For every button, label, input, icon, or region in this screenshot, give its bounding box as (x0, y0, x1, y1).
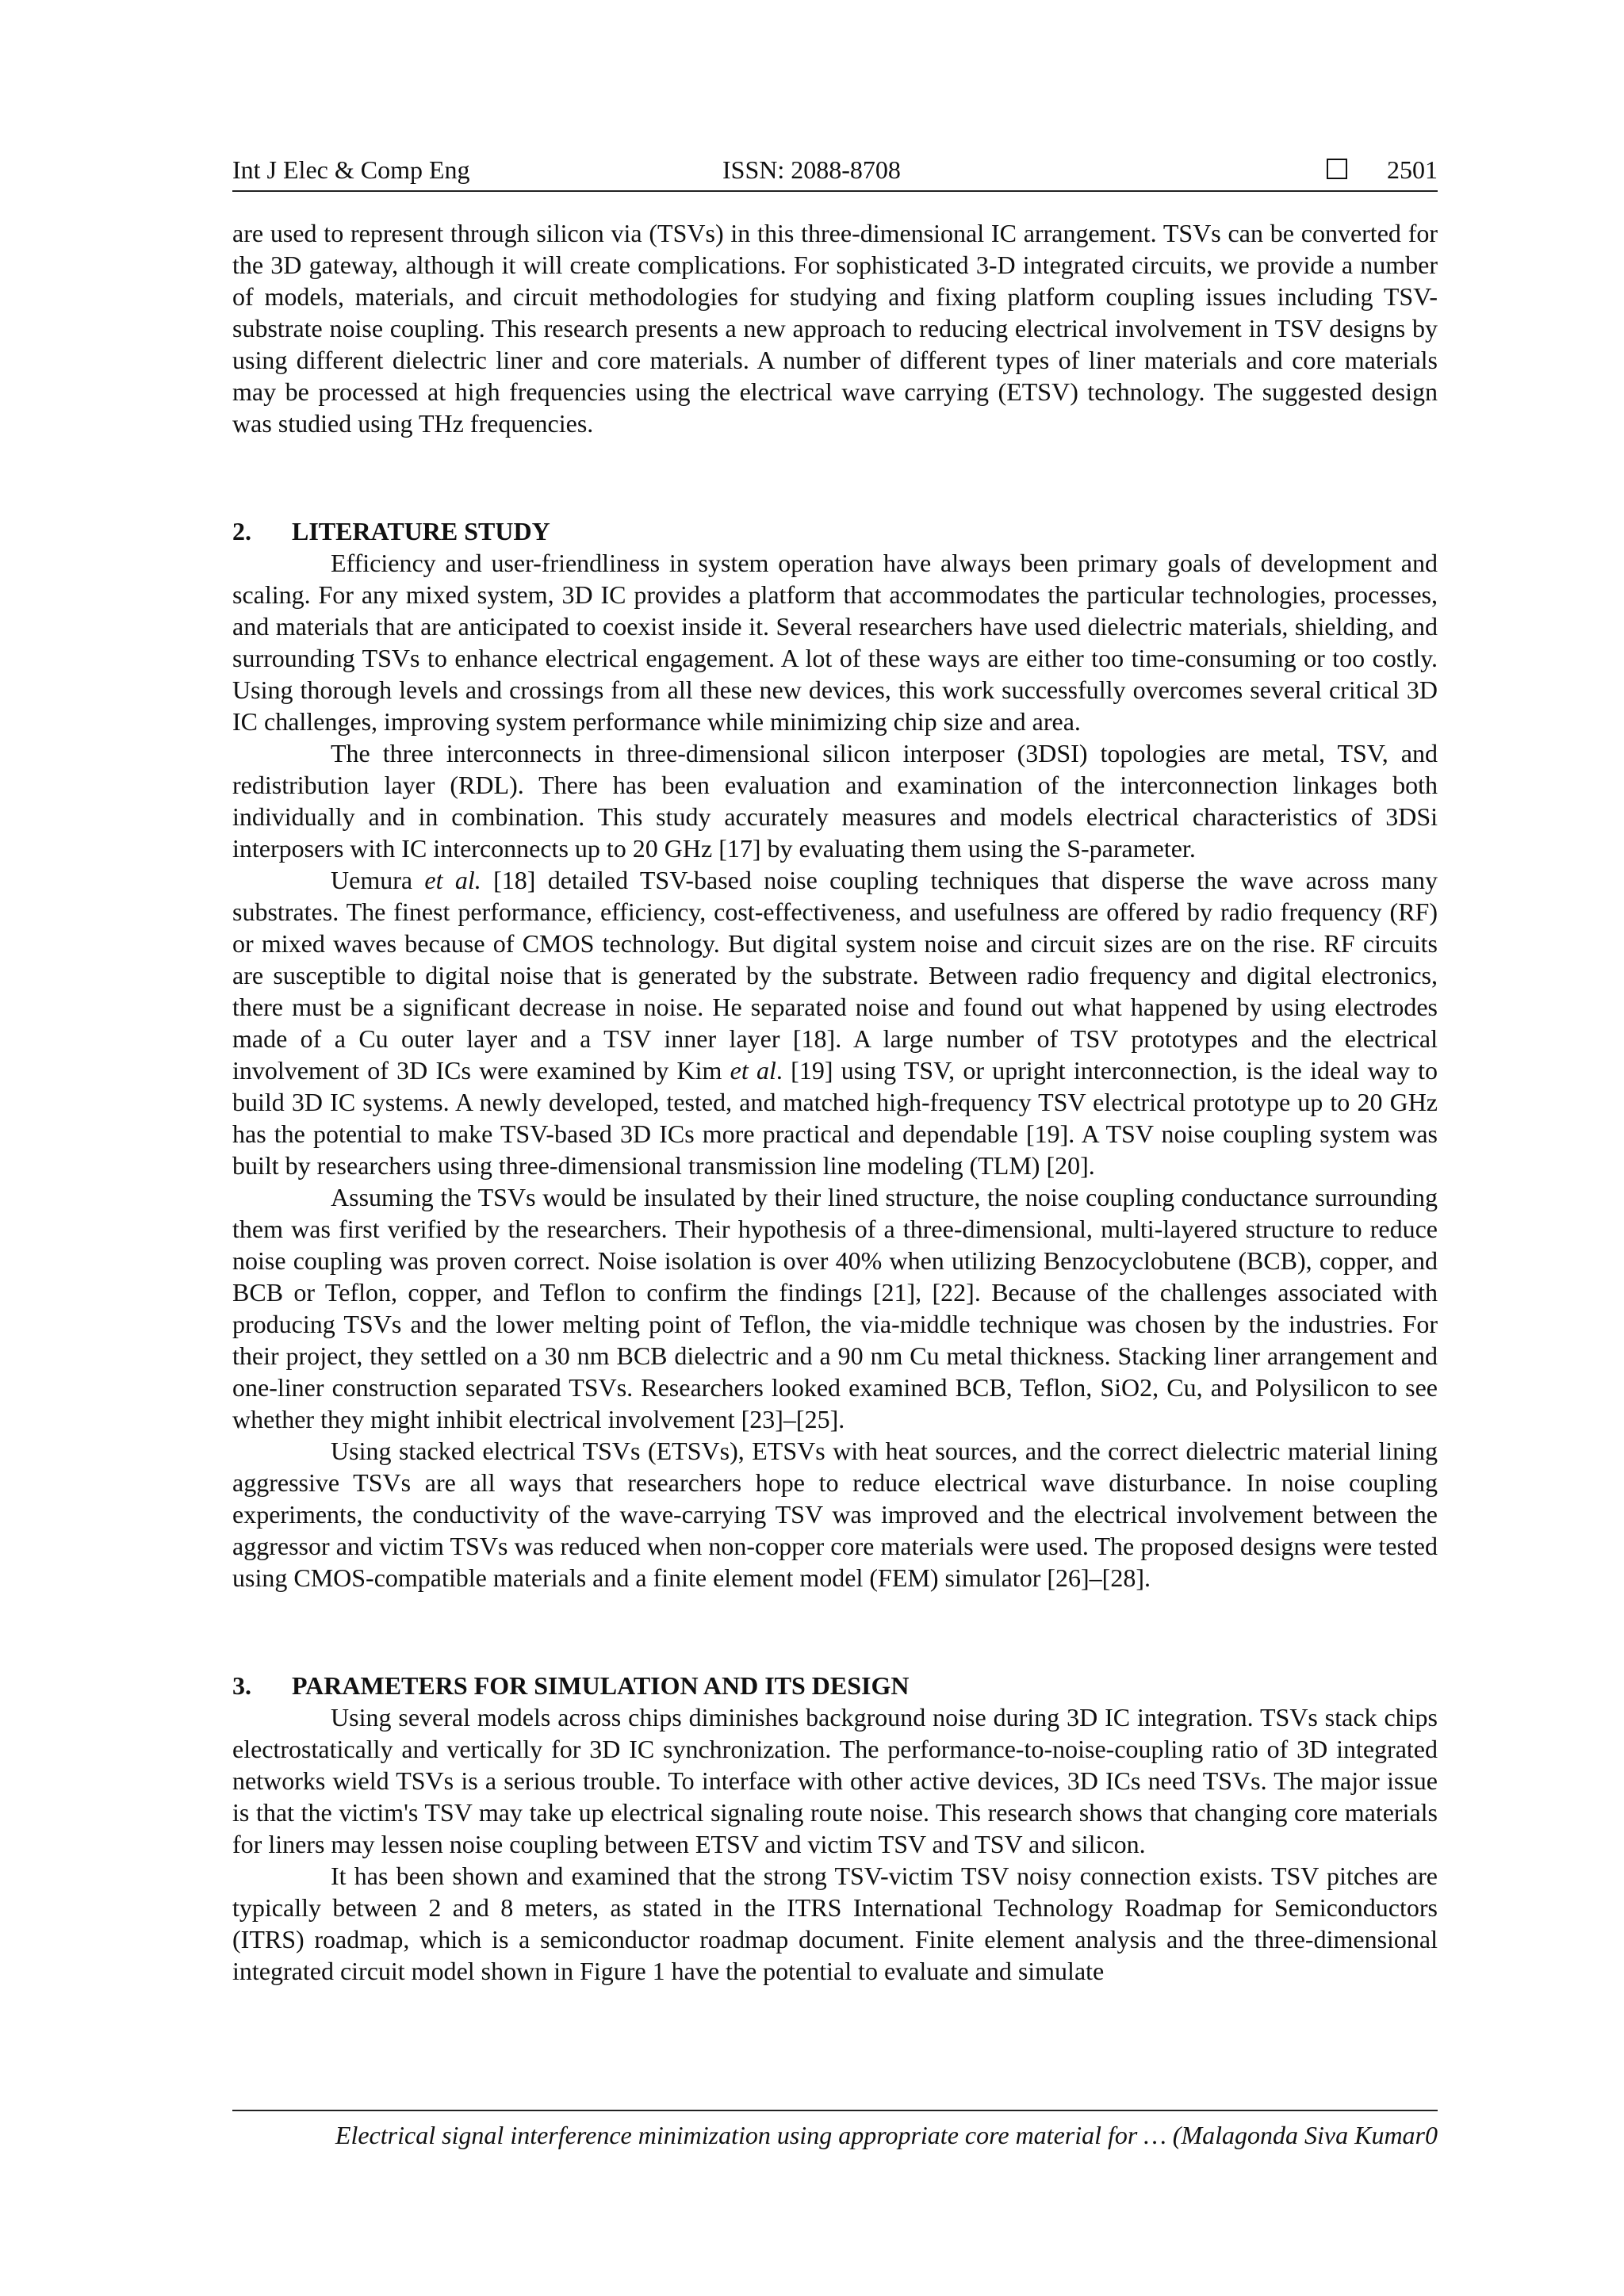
issn-label: ISSN: 2088-8708 (722, 155, 901, 184)
section-2-paragraph-1: Efficiency and user-friendliness in system operation have always been primary goals of development and scaling. For any mixed system, 3D IC provides a platform that accommodates the particular technologies, processes, and materials that are anticipated to coexist inside it. Several researchers have used dielectric materials, shielding, and surrounding TSVs to enhance electrical engagement. A lot of these ways are either too time-consuming or too costly. Using thorough levels and crossings from all these new devices, this work successfully overcomes several critical 3D IC challenges, improving system performance while minimizing chip size and area. (232, 549, 1438, 736)
p3-et-al-2: et al (730, 1056, 776, 1085)
page-footer (232, 2110, 1438, 2151)
section-3-paragraph-1: Using several models across chips diminishes background noise during 3D IC integration. TSVs stack chips electrostatically and vertically for 3D IC synchronization. The performance-to-noise-coupling ratio of 3D integrated networks wield TSVs is a serious trouble. To interface with other active devices, 3D ICs need TSVs. The major issue is that the victim's TSV may take up electrical signaling route noise. This research shows that changing core materials for liners may lessen noise coupling between ETSV and victim TSV and TSV and silicon. (232, 1703, 1438, 1858)
page-header (232, 154, 1438, 192)
page-number: 2501 (1387, 155, 1438, 184)
section-3-number: 3. (232, 1671, 251, 1700)
section-3-paragraph-2: It has been shown and examined that the strong TSV-victim TSV noisy connection exists. TSV pitches are typically between 2 and 8 meters, as stated in the ITRS International Technology Roadmap for Semiconductors (ITRS) roadmap, which is a semiconductor roadmap document. Finite element analysis and the three-dimensional integrated circuit model shown in Figure 1 have the potential to evaluate and simulate (232, 1862, 1438, 1985)
p3-et-al-1: et al. (424, 866, 481, 894)
journal-name: Int J Elec & Comp Eng (232, 155, 470, 184)
intro-paragraph: are used to represent through silicon via (TSVs) in this three-dimensional IC arrangement. TSVs can be converted for the 3D gateway, although it will create complications. For sophisticated 3-D integrated circuits, we provide a number of models, materials, and circuit methodologies for studying and fixing platform coupling issues including TSV-substrate noise coupling. This research presents a new approach to reducing electrical involvement in TSV designs by using different dielectric liner and core materials. A number of different types of liner materials and core materials may be processed at high frequencies using the electrical wave carrying (ETSV) technology. The suggested design was studied using THz frequencies. (232, 219, 1438, 438)
section-2-title: LITERATURE STUDY (292, 517, 550, 545)
page-body (232, 217, 1438, 1987)
p3-text-b: [18] detailed TSV-based noise coupling techniques that disperse the wave across many substrates. The finest performance, efficiency, cost-effectiveness, and usefulness are offered by radio frequency (RF) or mixed waves because of CMOS technology. But digital system noise and circuit sizes are on the rise. RF circuits are susceptible to digital noise that is generated by the substrate. Between radio frequency and digital electronics, there must be a significant decrease in noise. He separated noise and found out what happened by using electrodes made of a Cu outer layer and a TSV inner layer [18]. A large number of TSV prototypes and the electrical involvement of 3D ICs were examined by Kim (232, 866, 1438, 1085)
running-title: Electrical signal interference minimization using appropriate core material for … (Malagonda Siva Kumar0 (335, 2121, 1438, 2149)
section-2-paragraph-2: The three interconnects in three-dimensional silicon interposer (3DSI) topologies are metal, TSV, and redistribution layer (RDL). There has been evaluation and examination of the interconnection linkages both individually and in combination. This study accurately measures and models electrical characteristics of 3DSi interposers with IC interconnects up to 20 GHz [17] by evaluating them using the S-parameter. (232, 739, 1438, 863)
section-2-paragraph-3 (232, 864, 1438, 1181)
checkbox-square-icon (1327, 159, 1347, 179)
section-2-paragraph-4: Assuming the TSVs would be insulated by their lined structure, the noise coupling conductance surrounding them was first verified by the researchers. Their hypothesis of a three-dimensional, multi-layered structure to reduce noise coupling was proven correct. Noise isolation is over 40% when utilizing Benzocyclobutene (BCB), copper, and BCB or Teflon, copper, and Teflon to confirm the findings [21], [22]. Because of the challenges associated with producing TSVs and the lower melting point of Teflon, the via-middle technique was chosen by the industries. For their project, they settled on a 30 nm BCB dielectric and a 90 nm Cu metal thickness. Stacking liner arrangement and one-liner construction separated TSVs. Researchers looked examined BCB, Teflon, SiO2, Cu, and Polysilicon to see whether they might inhibit electrical involvement [23]–[25]. (232, 1183, 1438, 1433)
section-2-number: 2. (232, 517, 251, 545)
p3-text-c: . [19] using TSV, or upright interconnection, is the ideal way to build 3D IC systems. A newly developed, tested, and matched high-frequency TSV electrical prototype up to 20 GHz has the potential to make TSV-based 3D ICs more practical and dependable [19]. A TSV noise coupling system was built by researchers using three-dimensional transmission line modeling (TLM) [20]. (232, 1056, 1438, 1180)
p3-text-a: Uemura (331, 866, 425, 894)
section-2-heading (232, 515, 1438, 547)
section-3-heading (232, 1670, 1438, 1701)
section-2-paragraph-5: Using stacked electrical TSVs (ETSVs), ETSVs with heat sources, and the correct dielectric material lining aggressive TSVs are all ways that researchers hope to reduce electrical wave disturbance. In noise coupling experiments, the conductivity of the wave-carrying TSV was improved and the electrical involvement between the aggressor and victim TSVs was reduced when non-copper core materials were used. The proposed designs were tested using CMOS-compatible materials and a finite element model (FEM) simulator [26]–[28]. (232, 1437, 1438, 1592)
section-3-title: PARAMETERS FOR SIMULATION AND ITS DESIGN (292, 1671, 910, 1700)
